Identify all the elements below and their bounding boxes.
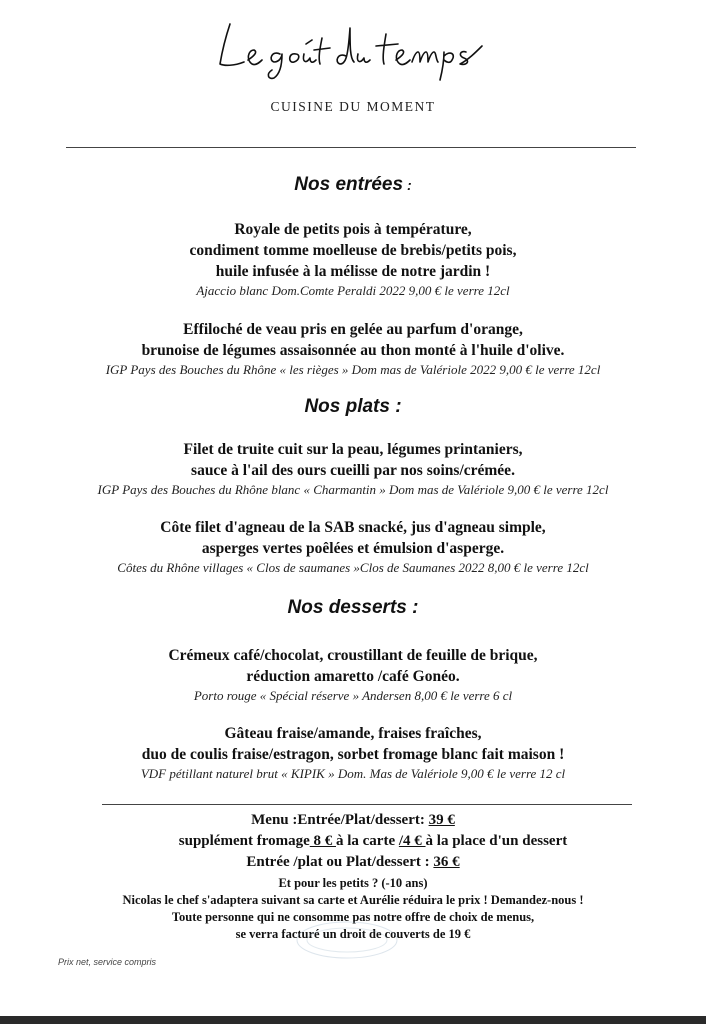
- menu-two-course-label: Entrée /plat ou Plat/dessert :: [246, 854, 434, 870]
- cheese-replace-price: /4 €: [398, 833, 426, 849]
- entrees-title-colon: :: [407, 177, 412, 193]
- wine-pairing: Côtes du Rhône villages « Clos de saumanes »Clos de Saumanes 2022 8,00 € le verre 12cl: [117, 560, 589, 575]
- restaurant-logo: [200, 16, 500, 82]
- restaurant-subtitle: CUISINE DU MOMENT: [270, 99, 436, 114]
- dish-line: asperges vertes poêlées et émulsion d'asperge.: [201, 540, 505, 557]
- bottom-edge-bar: [0, 1016, 706, 1024]
- dish-line: Gâteau fraise/amande, fraises fraîches,: [224, 725, 482, 742]
- dish-dessert-2: [0, 723, 706, 783]
- header-divider: [66, 147, 636, 148]
- dish-line: huile infusée à la mélisse de notre jardin !: [215, 263, 491, 280]
- cheese-carte-label: à la carte: [335, 833, 399, 849]
- dish-line: condiment tomme moelleuse de brebis/petits pois,: [189, 242, 517, 259]
- menu-two-course-price: 36 €: [433, 854, 460, 870]
- couvert-notice-2: se verra facturé un droit de couverts de 19 €: [235, 927, 471, 941]
- wine-pairing: IGP Pays des Bouches du Rhône « les rièges » Dom mas de Valériole 2022 9,00 € le verre 12cl: [105, 362, 601, 377]
- dish-plat-2: [0, 517, 706, 577]
- dish-line: Effiloché de veau pris en gelée au parfum d'orange,: [183, 321, 523, 338]
- menu-divider: [102, 804, 632, 805]
- menu-full-price: 39 €: [428, 812, 455, 828]
- couvert-notice-1: Toute personne qui ne consomme pas notre offre de choix de menus,: [171, 910, 535, 924]
- wine-pairing: VDF pétillant naturel brut « KIPIK » Dom. Mas de Valériole 9,00 € le verre 12 cl: [140, 766, 566, 781]
- logo-script-drawing: [200, 16, 500, 82]
- section-title-desserts: Nos desserts :: [287, 597, 419, 618]
- kids-heading: Et pour les petits ? (-10 ans): [278, 876, 428, 890]
- cheese-supplement-label: supplément fromage: [178, 833, 310, 849]
- dish-line: Crémeux café/chocolat, croustillant de feuille de brique,: [168, 647, 538, 664]
- dish-line: Filet de truite cuit sur la peau, légumes printaniers,: [183, 441, 523, 458]
- dish-plat-1: [0, 439, 706, 499]
- menu-two-course-line: [0, 852, 706, 873]
- stamp-watermark: [292, 918, 402, 962]
- section-title-plats: Nos plats :: [304, 396, 402, 417]
- dish-line: brunoise de légumes assaisonnée au thon monté à l'huile d'olive.: [141, 342, 565, 359]
- menu-full-label: Menu :Entrée/Plat/dessert:: [251, 812, 429, 828]
- wine-pairing: Ajaccio blanc Dom.Comte Peraldi 2022 9,00 € le verre 12cl: [196, 283, 510, 298]
- dish-line: duo de coulis fraise/estragon, sorbet fromage blanc fait maison !: [141, 746, 565, 763]
- menu-full-line: [0, 810, 706, 831]
- footer-note: Prix net, service compris: [58, 957, 157, 967]
- dish-entree-2: [0, 319, 706, 379]
- section-title-entrees: [0, 174, 706, 196]
- wine-pairing: Porto rouge « Spécial réserve » Andersen 8,00 € le verre 6 cl: [193, 688, 513, 703]
- dish-line: sauce à l'ail des ours cueilli par nos soins/crémée.: [191, 462, 515, 479]
- entrees-title-text: Nos entrées: [294, 174, 404, 195]
- cheese-carte-price: 8 €: [309, 833, 336, 849]
- wine-pairing: IGP Pays des Bouches du Rhône blanc « Charmantin » Dom mas de Valériole 9,00 € le verre 12cl: [97, 482, 609, 497]
- dish-line: Royale de petits pois à température,: [234, 221, 472, 238]
- dish-entree-1: [0, 219, 706, 300]
- dish-line: Côte filet d'agneau de la SAB snacké, jus d'agneau simple,: [160, 519, 546, 536]
- cheese-supplement-line: [0, 831, 706, 852]
- dish-dessert-1: [0, 645, 706, 705]
- dish-line: réduction amaretto /café Gonéo.: [246, 668, 460, 685]
- cheese-replace-label: à la place d'un dessert: [425, 833, 568, 849]
- kids-notice: Nicolas le chef s'adaptera suivant sa carte et Aurélie réduira le prix ! Demandez-nous !: [122, 893, 584, 907]
